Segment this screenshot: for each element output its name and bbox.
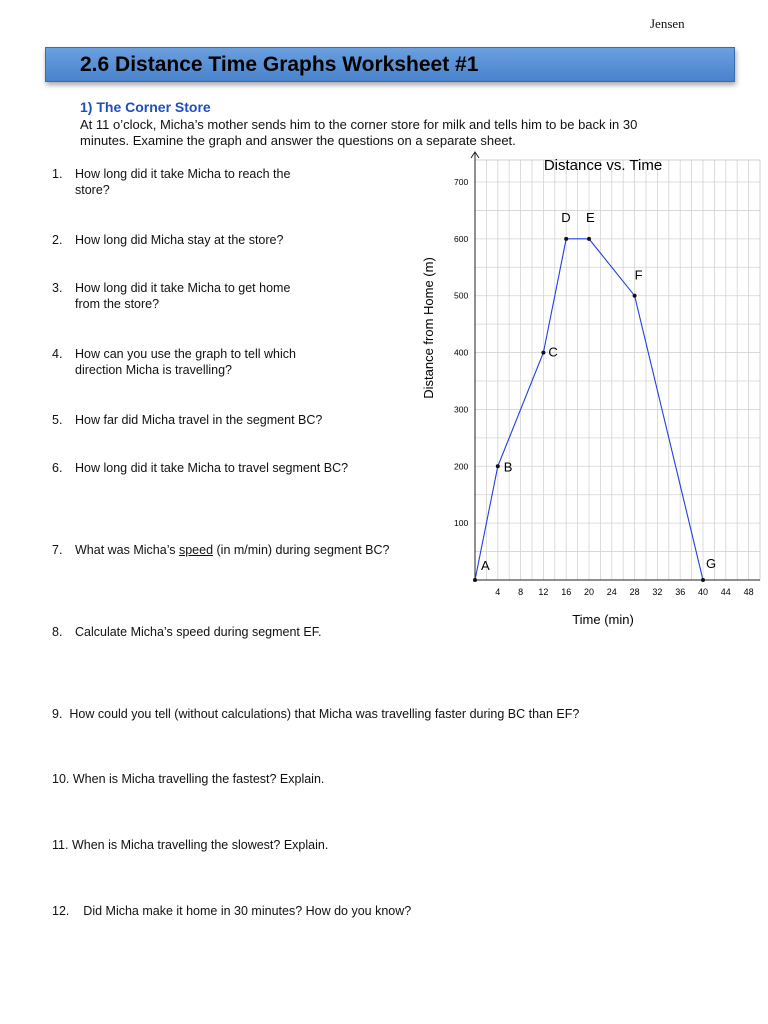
data-point: [564, 237, 568, 241]
chart-axes: [471, 152, 760, 580]
x-tick-label: 4: [495, 587, 501, 597]
x-tick-label: 20: [583, 587, 595, 597]
y-tick-label: 400: [454, 347, 469, 358]
question-11: 11. When is Micha travelling the slowest? Explain.: [52, 838, 329, 852]
speed-underlined: speed: [178, 543, 214, 557]
x-tick-label: 40: [697, 587, 709, 597]
chart-grid: [475, 160, 760, 580]
x-tick-label: 28: [629, 587, 640, 597]
y-tick-label: 300: [454, 404, 469, 415]
data-point: [633, 294, 637, 298]
point-label: C: [548, 344, 558, 360]
point-label: B: [503, 459, 513, 475]
x-tick-label: 8: [518, 587, 524, 597]
author-name: Jensen: [650, 16, 685, 31]
data-point: [701, 578, 705, 582]
section-heading: 1) The Corner Store: [80, 99, 211, 115]
point-label: D: [561, 209, 571, 225]
y-tick-label: 100: [454, 518, 469, 529]
data-point: [587, 237, 591, 241]
y-tick-label: 200: [454, 461, 469, 472]
intro-line-2: minutes. Examine the graph and answer the questions on a separate sheet.: [80, 133, 516, 148]
chart-tick-labels: [454, 177, 754, 597]
worksheet-title: 2.6 Distance Time Graphs Worksheet #1: [80, 53, 479, 76]
x-tick-label: 24: [606, 587, 617, 597]
y-tick-label: 500: [454, 290, 469, 301]
data-point: [496, 464, 500, 468]
question-12: 12. Did Micha make it home in 30 minutes? How do you know?: [52, 904, 412, 918]
x-tick-label: 48: [743, 587, 754, 597]
y-tick-label: 600: [454, 233, 469, 244]
point-label: F: [634, 267, 643, 283]
chart-title: Distance vs. Time: [543, 157, 663, 174]
question-9: 9. How could you tell (without calculations) that Micha was travelling faster during BC than EF?: [52, 707, 580, 721]
x-axis-label: Time (min): [572, 612, 634, 627]
point-label: G: [706, 556, 717, 571]
x-tick-label: 32: [652, 587, 663, 597]
x-tick-label: 16: [561, 587, 572, 597]
intro-line-1: At 11 o’clock, Micha’s mother sends him to the corner store for milk and tells him to be back in 30: [80, 117, 638, 132]
plot-border: [475, 160, 760, 580]
question-10: 10. When is Micha travelling the fastest? Explain.: [52, 772, 325, 786]
data-point: [473, 578, 477, 582]
y-tick-label: 700: [454, 177, 469, 187]
point-label: E: [586, 209, 595, 225]
y-axis-label: Distance from Home (m): [421, 257, 436, 399]
data-point: [541, 351, 545, 355]
point-label: A: [481, 558, 490, 573]
x-tick-label: 36: [675, 587, 686, 597]
x-tick-label: 44: [720, 587, 731, 597]
x-tick-label: 12: [538, 587, 549, 597]
